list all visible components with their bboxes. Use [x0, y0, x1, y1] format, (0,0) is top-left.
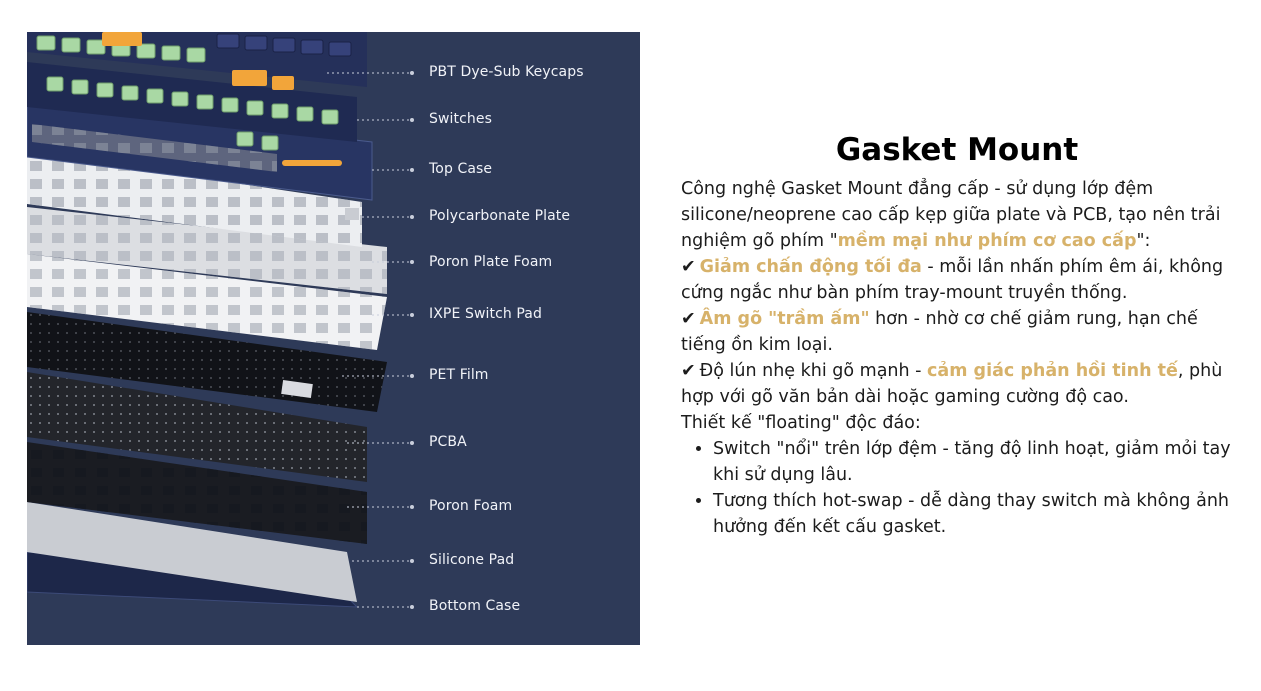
point3-text: Độ lún nhẹ khi gõ mạnh -: [699, 361, 928, 381]
check-icon: ✔: [681, 309, 696, 329]
label-poron-foam: Poron Foam: [429, 498, 513, 514]
gasket-mount-description: [681, 130, 1241, 540]
point1-text: - mỗi lần nhấn phím êm ái, không cứng ngắc như bàn phím tray-mount truyền thống.: [681, 257, 1224, 303]
label-pet-film: PET Film: [429, 367, 489, 383]
label-silicone-pad: Silicone Pad: [429, 552, 515, 568]
label-polycarbonate-plate: Polycarbonate Plate: [429, 208, 571, 224]
list-item: • Switch "nổi" trên lớp đệm - tăng độ linh hoạt, giảm mỏi tay khi sử dụng lâu.: [713, 436, 1241, 488]
point3-highlight: cảm giác phản hồi tinh tế: [927, 361, 1178, 381]
feature-point-2: [681, 306, 1241, 358]
label-keycaps: PBT Dye-Sub Keycaps: [429, 64, 584, 80]
keyboard-layers-illustration: [27, 32, 640, 645]
page-title: Gasket Mount: [835, 132, 1079, 168]
label-bottom-case: Bottom Case: [429, 598, 521, 614]
label-pcba: PCBA: [429, 434, 467, 450]
intro-highlight: mềm mại như phím cơ cao cấp: [837, 231, 1137, 251]
feature-point-3: [681, 358, 1241, 410]
list-item: • Tương thích hot-swap - dễ dàng thay switch mà không ảnh hưởng đến kết cấu gasket.: [713, 488, 1241, 540]
label-switches: Switches: [429, 111, 492, 127]
floating-design-list: [681, 436, 1241, 540]
intro-paragraph: [681, 176, 1241, 254]
intro-end: ":: [1136, 231, 1151, 251]
label-top-case: Top Case: [429, 161, 493, 177]
feature-point-1: [681, 254, 1241, 306]
point3-end: , phù hợp với gõ văn bản dài hoặc gaming cường độ cao.: [681, 361, 1223, 407]
point2-text: hơn - nhờ cơ chế giảm rung, hạn chế tiếng ồn kim loại.: [681, 309, 1198, 355]
point2-highlight: Âm gõ "trầm ấm": [699, 309, 870, 329]
label-poron-plate-foam: Poron Plate Foam: [429, 254, 553, 270]
check-icon: ✔: [681, 257, 696, 277]
floating-design-heading: Thiết kế "floating" độc đáo:: [681, 413, 921, 433]
intro-text: Công nghệ Gasket Mount đẳng cấp - sử dụng lớp đệm silicone/neoprene cao cấp kẹp giữa plate và PCB, tạo nên trải nghiệm gõ phím ": [681, 179, 1221, 251]
check-icon: ✔: [681, 361, 696, 381]
exploded-keyboard-diagram: [27, 32, 640, 645]
label-ixpe-switch-pad: IXPE Switch Pad: [429, 306, 542, 322]
point1-highlight: Giảm chấn động tối đa: [699, 257, 922, 277]
